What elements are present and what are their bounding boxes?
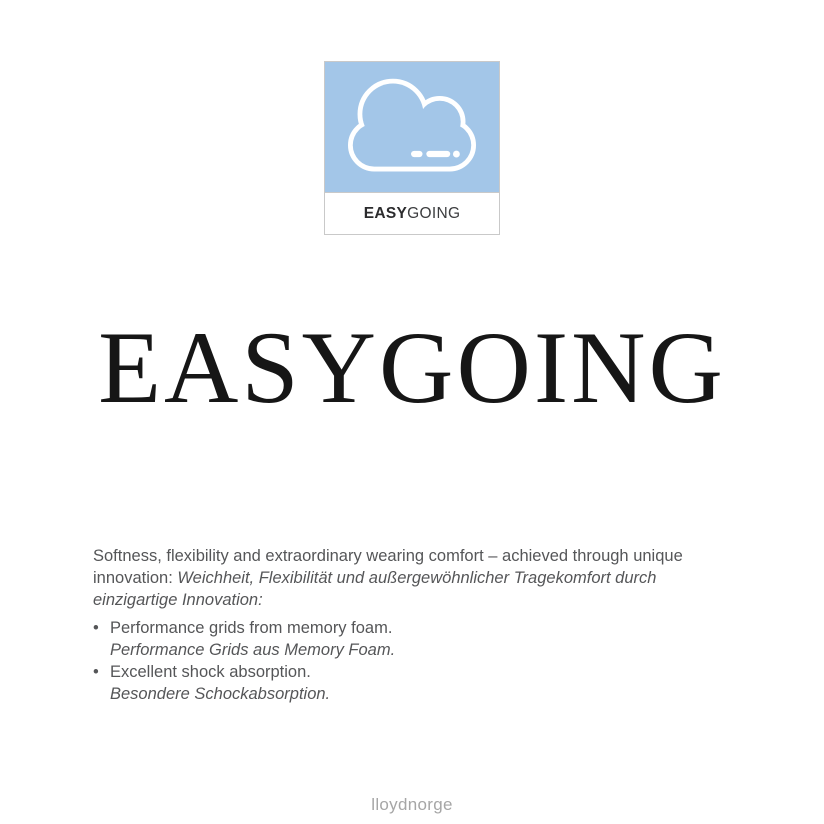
page-title: EASYGOING <box>98 311 726 425</box>
feature-list <box>93 617 743 705</box>
intro-text-en: Softness, flexibility and extraordinary wearing comfort – achieved through unique innovation: <box>93 547 683 587</box>
brand-watermark: lloydnorge <box>371 795 453 814</box>
badge-label-bold: EASY <box>363 204 408 222</box>
feature-1-de: Performance Grids aus Memory Foam. <box>110 641 396 659</box>
list-item <box>93 617 743 661</box>
list-item <box>93 661 743 705</box>
badge-label-regular: GOING <box>407 204 461 222</box>
bullet-icon: • <box>93 663 99 681</box>
badge-label <box>325 192 499 234</box>
bullet-icon: • <box>93 619 99 637</box>
intro-paragraph <box>93 545 743 611</box>
intro-text-de: Weichheit, Flexibilität und außergewöhnlicher Tragekomfort durch einzigartige Innovation: <box>93 569 657 609</box>
cloud-icon <box>348 78 476 177</box>
description-block <box>93 545 743 705</box>
feature-1-en: Performance grids from memory foam. <box>110 619 393 637</box>
feature-2-de: Besondere Schockabsorption. <box>110 685 331 703</box>
badge-icon-area <box>325 62 499 192</box>
feature-2-en: Excellent shock absorption. <box>110 663 311 681</box>
easygoing-badge <box>324 61 500 235</box>
